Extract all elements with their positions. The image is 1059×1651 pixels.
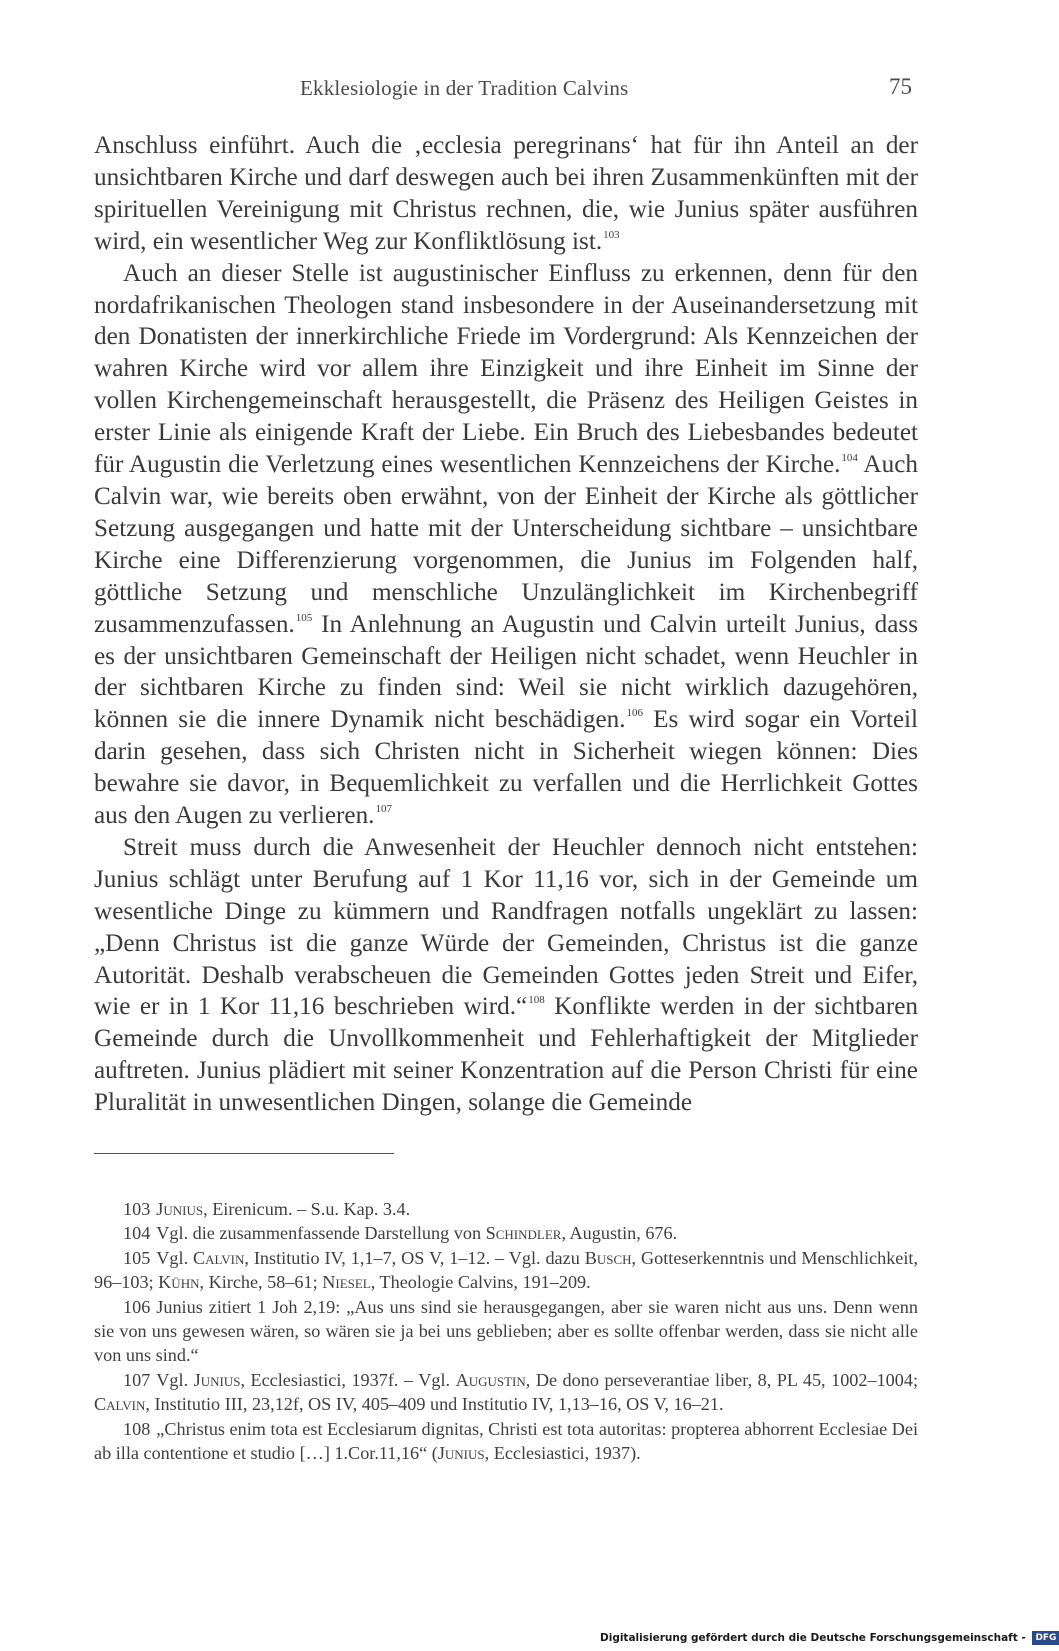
page-number: 75 [889,74,912,99]
footnote-number: 106 [123,1296,151,1317]
footnote-ref[interactable]: 106 [626,707,644,720]
footnote-number: 104 [123,1223,151,1244]
text-run: In Anlehnung an Augustin und Calvin urteilt Junius, dass es der unsichtbaren Gemeinschaft der Heiligen nicht schadet, wenn Heuchler in der sichtbaren Kirche zu finden sind: Weil sie nicht wirklich dazugehören, können sie die innere Dynamik nicht beschädigen. [94,610,918,734]
footnote-ref[interactable]: 108 [528,994,545,1007]
footnote-text: , Eirenicum. – S.u. Kap. 3.4. [203,1199,411,1219]
footnote-text: Vgl. die zusammenfassende Darstellung von [156,1223,486,1244]
footnote-text: Vgl. [156,1247,194,1268]
paragraph [94,130,918,258]
footnote-105 [94,1246,918,1295]
footnote-number: 103 [123,1199,151,1219]
footnote-text: , Kirche, 58–61; [199,1272,323,1293]
footnote-ref[interactable]: 103 [603,228,620,241]
funding-footer [600,1628,1057,1648]
footnote-104 [94,1221,918,1245]
footnote-number: 105 [123,1247,151,1268]
author-name: Calvin [193,1247,245,1268]
funding-note: Digitalisierung gefördert durch die Deutsche Forschungsgemeinschaft - [600,1632,1026,1644]
footnote-number: 108 [123,1418,151,1439]
text-run: Streit muss durch die Anwesenheit der Heuchler dennoch nicht entstehen: Junius schlägt unter Berufung auf 1 Kor 11,16 vor, sich in der Gemeinde um wesentliche Dinge zu kümmern und Randfragen notfalls ungeklärt zu lassen: „Denn Christus ist die ganze Würde der Gemeinden, Christus ist die ganze Autorität. Deshalb verabscheuen die Gemeinden Gottes jeden Streit und Eifer, wie er in 1 Kor 11,16 beschrieben wird.“ [94,833,918,1021]
author-name: Schindler [485,1223,562,1244]
text-run: Es wird sogar ein Vorteil darin gesehen, dass sich Christen nicht in Sicherheit wiegen können: Dies bewahre sie davor, in Bequemlichkeit zu verfallen und die Herrlichkeit Gottes aus den Augen zu verlieren. [94,706,919,830]
footnote-text: , Ecclesiastici, 1937f. – Vgl. [240,1369,456,1390]
running-title: Ekklesiologie in der Tradition Calvins [300,76,629,100]
footnote-ref[interactable]: 104 [841,452,858,465]
main-text [94,130,918,1119]
footnote-108 [94,1417,918,1466]
author-name: Calvin [94,1394,146,1415]
paragraph [94,258,918,832]
text-run: Anschluss einführt. Auch die ‚ecclesia peregrinans‘ hat für ihn Anteil an der unsichtbaren Kirche und darf deswegen auch bei ihren Zusammenkünften mit der spirituellen Vereinigung mit Christus rechnen, die, wie Junius später ausführen wird, ein wesentlicher Weg zur Konfliktlösung ist. [94,132,918,255]
text-run: Konflikte werden in der sichtbaren Gemeinde durch die Unvollkommenheit und Fehlerhaftigkeit der Mitglieder auftreten. Junius plädiert mit seiner Konzentration auf die Person Christi für eine Pluralität in unwesentlichen Dingen, solange die Gemeinde [94,993,918,1117]
paragraph [94,832,918,1119]
footnote-text: , De dono perseverantiae liber, 8, PL 45, 1002–1004; [525,1369,918,1390]
author-name: Junius [437,1443,485,1464]
footnote-text: , Theologie Calvins, 191–209. [370,1272,591,1293]
footnote-text: Junius zitiert 1 Joh 2,19: „Aus uns sind sie herausgegangen, aber sie waren nicht aus uns. Denn wenn sie von uns gewesen wären, so wären sie ja bei uns geblieben; aber es sollte offenbar werden, dass sie nicht alle von uns sind.“ [94,1296,918,1366]
dfg-logo: DFG [1032,1631,1059,1645]
footnote-103 [94,1197,918,1221]
footnote-text: , Gotteserkenntnis und Menschlichkeit, 96–103; [94,1247,919,1293]
footnote-ref[interactable]: 107 [375,803,392,816]
footnote-text: , Augustin, 676. [561,1223,678,1244]
author-name: Augustin [455,1369,526,1390]
author-name: Kühn [158,1272,200,1293]
footnote-text: , Ecclesiastici, 1937). [484,1443,641,1464]
footnote-divider [94,1153,394,1154]
footnote-number: 107 [123,1369,151,1390]
footnote-107 [94,1368,918,1417]
text-run: Auch an dieser Stelle ist augustinischer Einfluss zu erkennen, denn für den nordafrikanischen Theologen stand insbesondere in der Auseinandersetzung mit den Donatisten der innerkirchliche Friede im Vordergrund: Als Kennzeichen der wahren Kirche wird vor allem ihre Einzigkeit und ihre Einheit im Sinne der vollen Kirchengemeinschaft herausgestellt, die Präsenz des Heiligen Geistes in erster Linie als einigende Kraft der Liebe. Ein Bruch des Liebesbandes bedeutet für Augustin die Verletzung eines wesentlichen Kennzeichens der Kirche. [94,259,918,479]
author-name: Niesel [322,1272,371,1293]
footnote-text: Vgl. [156,1369,194,1390]
footnotes [94,1197,918,1465]
footnote-106 [94,1295,918,1368]
author-name: Junius [156,1199,204,1219]
author-name: Junius [193,1369,241,1390]
footnote-ref[interactable]: 105 [295,611,313,624]
footnote-text: , Institutio III, 23,12f, OS IV, 405–409 und Institutio IV, 1,13–16, OS V, 16–21. [145,1394,724,1415]
author-name: Busch [584,1247,632,1268]
footnote-text: , Institutio IV, 1,1–7, OS V, 1–12. – Vgl. dazu [244,1247,585,1268]
text-run: Auch Calvin war, wie bereits oben erwähnt, von der Einheit der Kirche als göttlicher Setzung ausgegangen und hatte mit der Unterscheidung sichtbare – unsichtbare Kirche eine Differenzierung vorgenommen, die Junius im Folgenden half, göttliche Setzung und menschliche Unzulänglichkeit im Kirchenbegriff zusammenzufassen. [94,451,918,638]
footnote-text: „Christus enim tota est Ecclesiarum dignitas, Christi est tota autoritas: propterea abhorrent Ecclesiae Dei ab illa contentione et studio […] 1.Cor.11,16“ ( [94,1418,918,1464]
